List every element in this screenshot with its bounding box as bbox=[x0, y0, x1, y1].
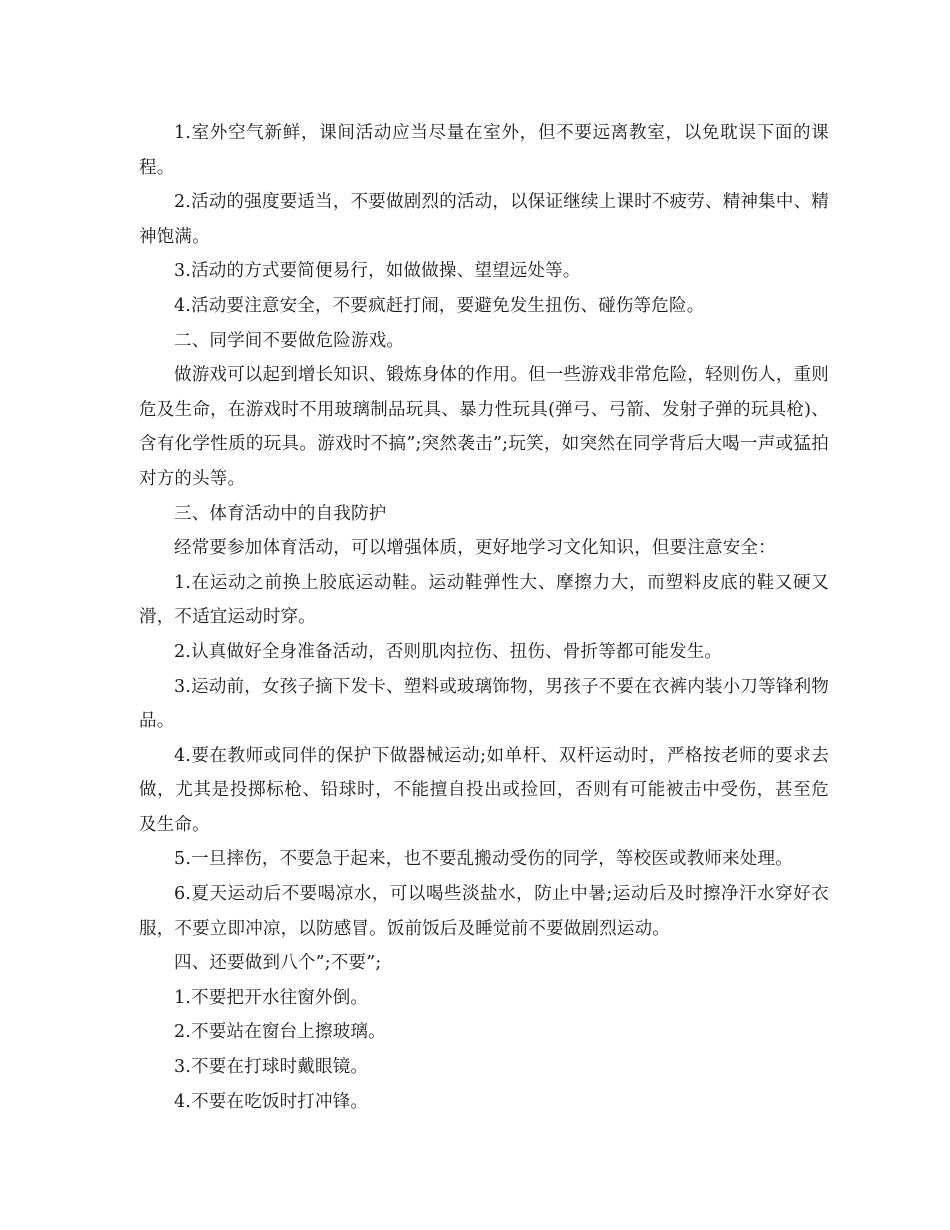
paragraph-2: 2.活动的强度要适当，不要做剧烈的活动，以保证继续上课时不疲劳、精神集中、精神饱满。 bbox=[139, 192, 829, 247]
sports-item-3: 3.运动前，女孩子摘下发卡、塑料或玻璃饰物，男孩子不要在衣裤内装小刀等锋利物品。 bbox=[139, 676, 829, 732]
sports-item-6: 6.夏天运动后不要喝凉水，可以喝些淡盐水，防止中暑;运动后及时擦净汗水穿好衣服，不要立即冲凉，以防感冒。饭前饭后及睡觉前不要做剧烈运动。 bbox=[139, 884, 829, 939]
sports-item-4: 4.要在教师或同伴的保护下做器械运动;如单杆、双杆运动时，严格按老师的要求去做，尤其是投掷标枪、铅球时，不能擅自投出或捡回，否则有可能被击中受伤，甚至危及生命。 bbox=[139, 745, 829, 835]
rule-item-1: 1.不要把开水往窗外倒。 bbox=[174, 987, 369, 1008]
paragraph-1: 1.室外空气新鲜，课间活动应当尽量在室外，但不要远离教室，以免耽误下面的课程。 bbox=[139, 123, 829, 178]
sports-item-2: 2.认真做好全身准备活动，否则肌肉拉伤、扭伤、骨折等都可能发生。 bbox=[174, 641, 723, 662]
paragraph-3: 3.活动的方式要简便易行，如做做操、望望远处等。 bbox=[174, 261, 581, 282]
section-heading-3: 三、体育活动中的自我防护 bbox=[174, 503, 387, 524]
paragraph-4: 4.活动要注意安全，不要疯赶打闹，要避免发生扭伤、碰伤等危险。 bbox=[174, 295, 705, 316]
rule-item-2: 2.不要站在窗台上擦玻璃。 bbox=[174, 1022, 386, 1043]
section-heading-4: 四、还要做到八个”;不要”; bbox=[174, 953, 382, 974]
paragraph-games: 做游戏可以起到增长知识、锻炼身体的作用。但一些游戏非常危险，轻则伤人，重则危及生命，在游戏时不用玻璃制品玩具、暴力性玩具(弹弓、弓箭、发射子弹的玩具枪)、含有化学性质的玩具。游戏时不搞”;突然袭击”;玩笑，如突然在同学背后大喝一声或猛拍对方的头等。 bbox=[139, 365, 829, 489]
section-heading-2: 二、同学间不要做危险游戏。 bbox=[174, 330, 405, 351]
sports-item-5: 5.一旦摔伤，不要急于起来，也不要乱搬动受伤的同学，等校医或教师来处理。 bbox=[174, 849, 793, 870]
rule-item-4: 4.不要在吃饭时打冲锋。 bbox=[174, 1091, 369, 1112]
rule-item-3: 3.不要在打球时戴眼镜。 bbox=[174, 1057, 369, 1078]
sports-item-1: 1.在运动之前换上胶底运动鞋。运动鞋弹性大、摩擦力大，而塑料皮底的鞋又硬又滑，不适宜运动时穿。 bbox=[139, 572, 829, 628]
document-body bbox=[139, 116, 829, 1119]
paragraph-sports-intro: 经常要参加体育活动，可以增强体质，更好地学习文化知识，但要注意安全： bbox=[174, 538, 776, 559]
